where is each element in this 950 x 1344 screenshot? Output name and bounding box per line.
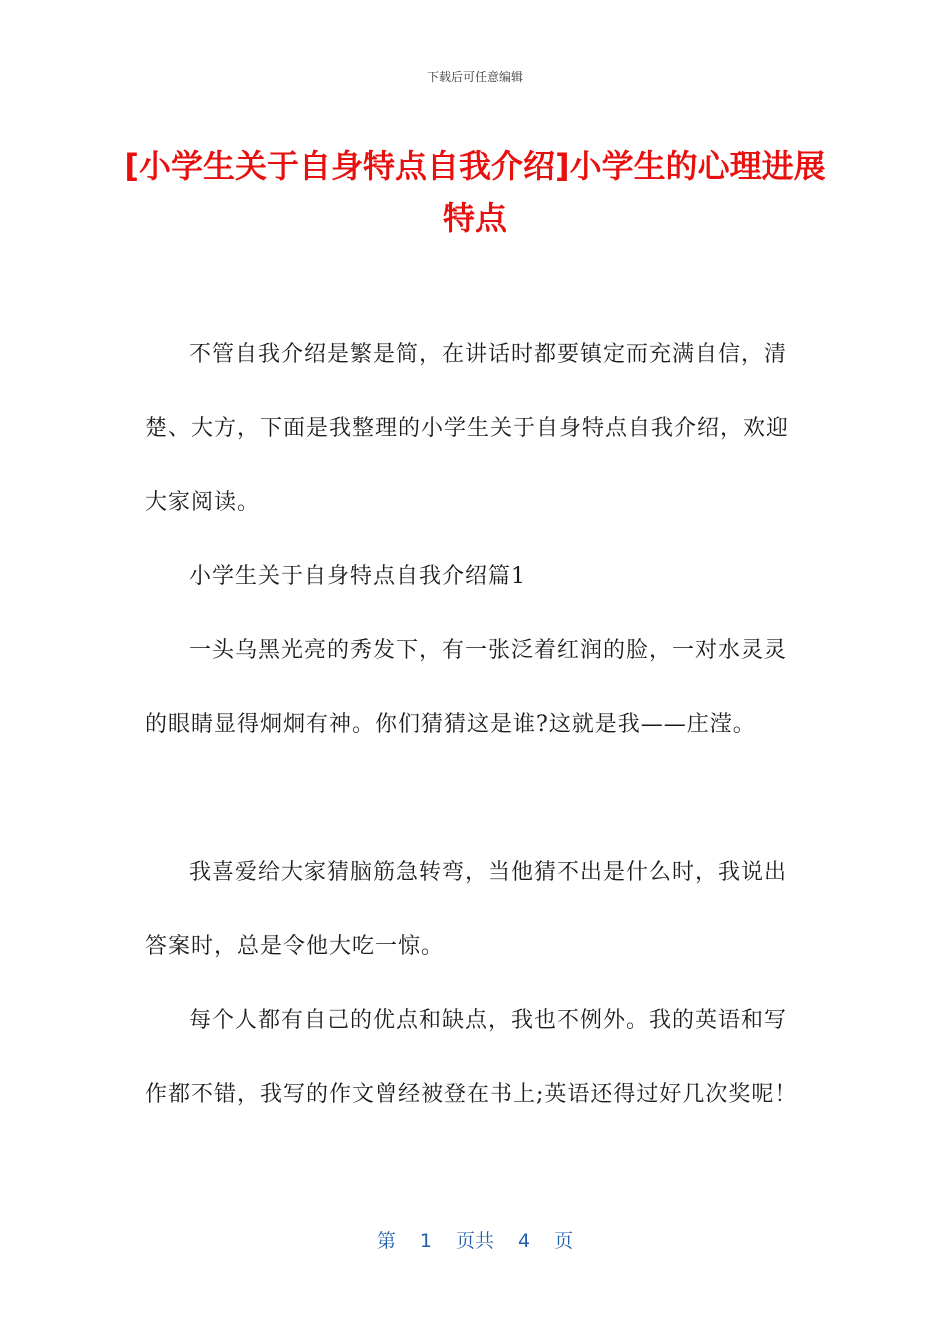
- section-heading: 小学生关于自身特点自我介绍篇1: [189, 564, 526, 589]
- document-title: [小学生关于自身特点自我介绍]小学生的心理进展特点: [124, 147, 826, 237]
- footer-suffix: 页: [554, 1230, 574, 1252]
- paragraph-strengths: 每个人都有自己的优点和缺点，我也不例外。我的英语和写作都不错，我写的作文曾经被登在书上;英语还得过好几次奖呢！: [145, 1008, 798, 1107]
- footer-current-page: 1: [419, 1230, 432, 1252]
- paragraph-intro: 不管自我介绍是繁是简，在讲话时都要镇定而充满自信，清楚、大方，下面是我整理的小学生关于自身特点自我介绍，欢迎大家阅读。: [145, 342, 790, 515]
- document-body: [145, 318, 805, 1132]
- paragraph-riddles: 我喜爱给大家猜脑筋急转弯，当他猜不出是什么时，我说出答案时，总是令他大吃一惊。: [145, 860, 788, 959]
- page-footer: [0, 1226, 950, 1253]
- paragraph-appearance: 一头乌黑光亮的秀发下，有一张泛着红润的脸，一对水灵灵的眼睛显得炯炯有神。你们猜猜这是谁?这就是我——庄滢。: [145, 638, 788, 737]
- footer-prefix: 第: [376, 1230, 396, 1252]
- footer-total-pages: 4: [518, 1230, 531, 1252]
- header-note: 下载后可任意编辑: [426, 70, 523, 84]
- footer-middle: 页共: [455, 1230, 494, 1252]
